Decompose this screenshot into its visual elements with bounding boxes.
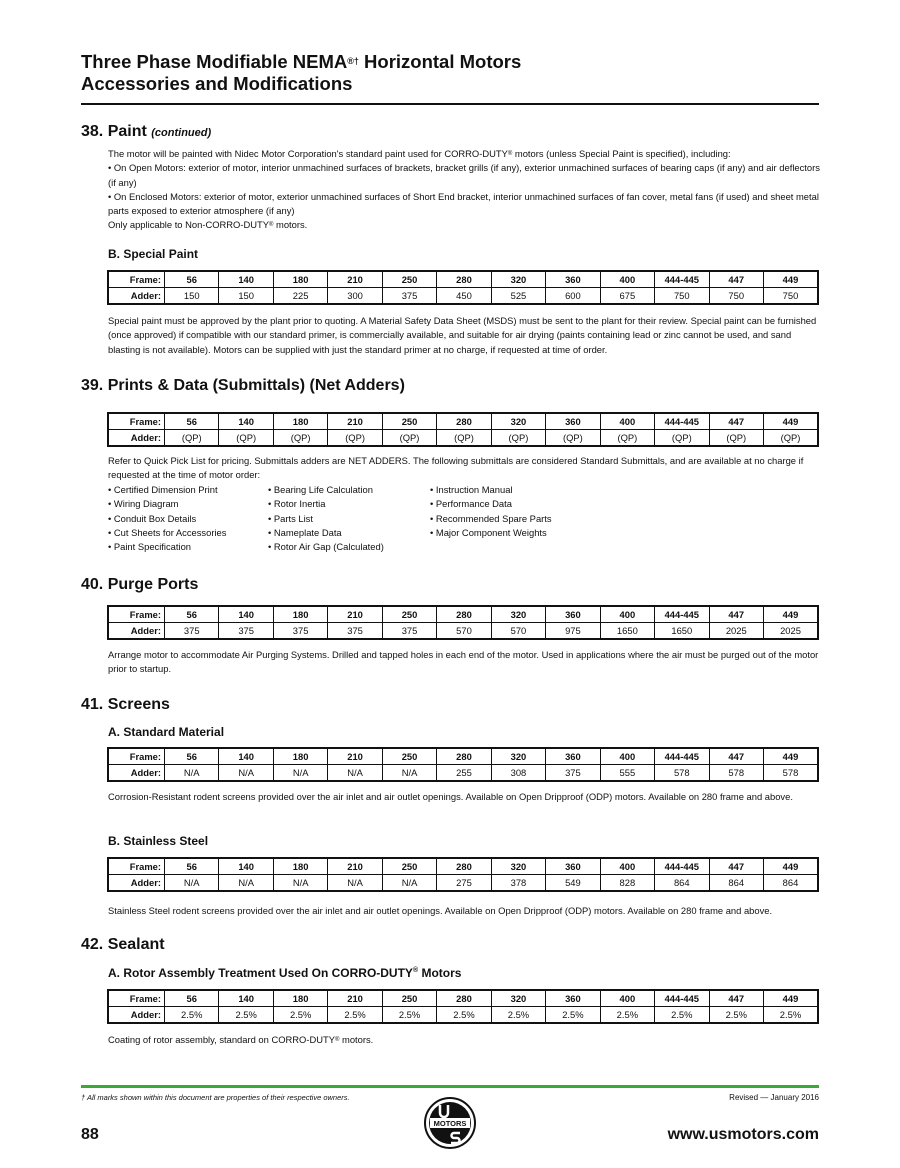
adder-cell: (QP) xyxy=(382,430,436,447)
adder-cell: 570 xyxy=(491,623,545,640)
adder-cell: (QP) xyxy=(763,430,818,447)
special-paint-table xyxy=(107,270,819,305)
frame-cell: 449 xyxy=(763,271,818,288)
frame-cell: 400 xyxy=(600,990,654,1007)
frame-cell: 444-445 xyxy=(655,413,709,430)
frame-label: Frame: xyxy=(108,858,165,875)
submittal-item: • Wiring Diagram xyxy=(108,498,179,510)
adder-cell: 864 xyxy=(763,875,818,892)
section-41-subtitle-b: B. Stainless Steel xyxy=(108,834,209,848)
adder-cell: 225 xyxy=(273,288,327,305)
frame-cell: 447 xyxy=(709,748,763,765)
section-41-title: 41. Screens xyxy=(81,696,170,713)
frame-cell: 320 xyxy=(491,413,545,430)
adder-cell: 308 xyxy=(491,765,545,782)
frame-cell: 447 xyxy=(709,990,763,1007)
adder-cell: 525 xyxy=(491,288,545,305)
submittal-item: • Conduit Box Details xyxy=(108,512,197,524)
frame-cell: 444-445 xyxy=(655,606,709,623)
adder-cell: 2025 xyxy=(763,623,818,640)
adder-label: Adder: xyxy=(108,875,165,892)
frame-cell: 320 xyxy=(491,748,545,765)
adder-cell: 975 xyxy=(546,623,600,640)
frame-cell: 180 xyxy=(273,748,327,765)
adder-cell: 675 xyxy=(600,288,654,305)
frame-cell: 449 xyxy=(763,413,818,430)
purge-ports-table xyxy=(107,605,819,640)
frame-cell: 250 xyxy=(382,413,436,430)
frame-cell: 280 xyxy=(437,858,491,875)
submittal-item: • Rotor Air Gap (Calculated) xyxy=(268,541,384,553)
frame-cell: 447 xyxy=(709,858,763,875)
adder-cell: 2.5% xyxy=(382,1007,436,1024)
section-41-subtitle-a: A. Standard Material xyxy=(108,725,225,739)
svg-text:MOTORS: MOTORS xyxy=(433,1119,467,1128)
frame-cell: 360 xyxy=(546,413,600,430)
section-38-description: The motor will be painted with Nidec Motor Corporation's standard paint used for CORRO-DUTY® motors (unless Special Paint is specified), including: • On Open Motors: exterior of motor, interior unmachined surfaces of brackets, bracket grills (if any), exterior unmachined surfaces of bearing caps (if any) and air deflectors (if any) • On Enclosed Motors: exterior of motor, exterior unmachined surfaces of Short End bracket, interior unmachined surfaces of fan cover, metal fans (if used) and sheet metal parts exposed to exterior atmosphere (if any) Only applicable to Non-CORRO-DUTY® motors. xyxy=(108,148,820,231)
adder-row xyxy=(108,288,818,305)
submittal-item: • Nameplate Data xyxy=(268,526,342,538)
frame-cell: 56 xyxy=(165,748,219,765)
submittal-item: • Major Component Weights xyxy=(430,526,547,538)
adder-cell: 450 xyxy=(437,288,491,305)
adder-row xyxy=(108,623,818,640)
adder-row xyxy=(108,875,818,892)
submittals-list-2 xyxy=(268,483,384,554)
adder-cell: N/A xyxy=(328,875,382,892)
adder-cell: N/A xyxy=(165,875,219,892)
adder-cell: 2025 xyxy=(709,623,763,640)
frame-cell: 400 xyxy=(600,271,654,288)
frame-cell: 210 xyxy=(328,858,382,875)
frame-cell: 210 xyxy=(328,990,382,1007)
adder-cell: (QP) xyxy=(546,430,600,447)
sealant-table xyxy=(107,989,819,1024)
frame-row xyxy=(108,858,818,875)
frame-label: Frame: xyxy=(108,990,165,1007)
adder-cell: N/A xyxy=(273,875,327,892)
standard-screens-table xyxy=(107,747,819,782)
adder-label: Adder: xyxy=(108,765,165,782)
frame-cell: 280 xyxy=(437,990,491,1007)
frame-cell: 360 xyxy=(546,271,600,288)
frame-cell: 250 xyxy=(382,858,436,875)
trademark-note: † All marks shown within this document are properties of their respective owners. xyxy=(81,1093,350,1102)
frame-label: Frame: xyxy=(108,606,165,623)
frame-cell: 210 xyxy=(328,271,382,288)
frame-cell: 360 xyxy=(546,858,600,875)
adder-cell: (QP) xyxy=(709,430,763,447)
adder-cell: (QP) xyxy=(491,430,545,447)
submittals-list-3 xyxy=(430,483,552,540)
adder-cell: 300 xyxy=(328,288,382,305)
frame-cell: 360 xyxy=(546,748,600,765)
submittal-item: • Recommended Spare Parts xyxy=(430,512,552,524)
adder-cell: 578 xyxy=(655,765,709,782)
adder-cell: 750 xyxy=(655,288,709,305)
adder-cell: 1650 xyxy=(600,623,654,640)
frame-cell: 180 xyxy=(273,606,327,623)
adder-cell: 2.5% xyxy=(709,1007,763,1024)
adder-label: Adder: xyxy=(108,430,165,447)
adder-cell: N/A xyxy=(219,875,273,892)
section-42-subtitle: A. Rotor Assembly Treatment Used On CORRO-DUTY® Motors xyxy=(108,966,462,980)
footer-rule xyxy=(81,1085,819,1088)
submittal-item: • Paint Specification xyxy=(108,541,192,553)
frame-cell: 360 xyxy=(546,606,600,623)
section-40-note: Arrange motor to accommodate Air Purging Systems. Drilled and tapped holes in each end of the motor. Used in applications where the air must be purged out of the motor prior to startup. xyxy=(108,649,819,675)
adder-cell: 2.5% xyxy=(655,1007,709,1024)
submittal-item: • Cut Sheets for Accessories xyxy=(108,526,227,538)
frame-cell: 210 xyxy=(328,606,382,623)
frame-cell: 140 xyxy=(219,858,273,875)
frame-cell: 140 xyxy=(219,748,273,765)
frame-label: Frame: xyxy=(108,748,165,765)
adder-cell: 864 xyxy=(709,875,763,892)
adder-cell: (QP) xyxy=(165,430,219,447)
section-38-title: 38. Paint (continued) xyxy=(81,123,212,140)
adder-cell: 375 xyxy=(273,623,327,640)
adder-label: Adder: xyxy=(108,288,165,305)
adder-cell: N/A xyxy=(165,765,219,782)
frame-cell: 180 xyxy=(273,271,327,288)
frame-row xyxy=(108,990,818,1007)
adder-cell: 578 xyxy=(763,765,818,782)
frame-cell: 56 xyxy=(165,271,219,288)
frame-cell: 140 xyxy=(219,271,273,288)
frame-cell: 280 xyxy=(437,748,491,765)
adder-cell: 600 xyxy=(546,288,600,305)
adder-cell: N/A xyxy=(219,765,273,782)
frame-cell: 400 xyxy=(600,748,654,765)
frame-cell: 444-445 xyxy=(655,271,709,288)
adder-cell: 2.5% xyxy=(546,1007,600,1024)
us-motors-logo xyxy=(423,1096,477,1150)
submittal-item: • Certified Dimension Print xyxy=(108,484,218,495)
adder-cell: 375 xyxy=(382,288,436,305)
frame-cell: 280 xyxy=(437,271,491,288)
frame-cell: 320 xyxy=(491,858,545,875)
adder-cell: 375 xyxy=(165,623,219,640)
adder-label: Adder: xyxy=(108,1007,165,1024)
submittal-item: • Bearing Life Calculation xyxy=(268,484,373,495)
adder-cell: 549 xyxy=(546,875,600,892)
frame-cell: 280 xyxy=(437,413,491,430)
section-39-note: Refer to Quick Pick List for pricing. Submittals adders are NET ADDERS. The following submittals are considered Standard Submittals, and are available at no charge if requested at the time of motor order: xyxy=(108,455,804,481)
frame-cell: 56 xyxy=(165,606,219,623)
frame-cell: 56 xyxy=(165,990,219,1007)
adder-cell: (QP) xyxy=(437,430,491,447)
adder-cell: 1650 xyxy=(655,623,709,640)
prints-data-table xyxy=(107,412,819,447)
adder-cell: 2.5% xyxy=(600,1007,654,1024)
frame-cell: 250 xyxy=(382,990,436,1007)
page-number: 88 xyxy=(81,1126,99,1143)
header-rule xyxy=(81,103,819,105)
frame-cell: 180 xyxy=(273,413,327,430)
stainless-screens-table xyxy=(107,857,819,892)
frame-cell: 250 xyxy=(382,748,436,765)
frame-cell: 250 xyxy=(382,606,436,623)
adder-cell: 2.5% xyxy=(763,1007,818,1024)
section-39-title: 39. Prints & Data (Submittals) (Net Adders) xyxy=(81,377,405,394)
adder-cell: 375 xyxy=(328,623,382,640)
section-42-note: Coating of rotor assembly, standard on CORRO-DUTY® motors. xyxy=(108,1034,374,1045)
adder-row xyxy=(108,765,818,782)
frame-cell: 444-445 xyxy=(655,858,709,875)
frame-cell: 140 xyxy=(219,990,273,1007)
adder-cell: 2.5% xyxy=(165,1007,219,1024)
frame-cell: 444-445 xyxy=(655,748,709,765)
frame-row xyxy=(108,413,818,430)
section-40-title: 40. Purge Ports xyxy=(81,576,199,593)
frame-cell: 400 xyxy=(600,606,654,623)
section-38-subtitle: B. Special Paint xyxy=(108,247,199,261)
section-41-note-a: Corrosion-Resistant rodent screens provided over the air inlet and air outlet openings. Available on Open Dripproof (ODP) motors. Available on 280 frame and above. xyxy=(108,791,793,802)
submittal-item: • Instruction Manual xyxy=(430,484,513,495)
adder-cell: 255 xyxy=(437,765,491,782)
adder-cell: 2.5% xyxy=(491,1007,545,1024)
adder-cell: N/A xyxy=(382,875,436,892)
adder-cell: 2.5% xyxy=(437,1007,491,1024)
frame-cell: 320 xyxy=(491,990,545,1007)
adder-cell: N/A xyxy=(273,765,327,782)
adder-cell: 555 xyxy=(600,765,654,782)
adder-cell: N/A xyxy=(328,765,382,782)
frame-cell: 447 xyxy=(709,271,763,288)
adder-cell: 2.5% xyxy=(219,1007,273,1024)
adder-cell: 275 xyxy=(437,875,491,892)
section-41-note-b: Stainless Steel rodent screens provided over the air inlet and air outlet openings. Available on Open Dripproof (ODP) motors. Available on 280 frame and above. xyxy=(108,905,773,916)
adder-cell: (QP) xyxy=(219,430,273,447)
frame-cell: 280 xyxy=(437,606,491,623)
adder-label: Adder: xyxy=(108,623,165,640)
frame-cell: 400 xyxy=(600,858,654,875)
submittal-item: • Rotor Inertia xyxy=(268,498,326,510)
adder-cell: 570 xyxy=(437,623,491,640)
adder-cell: 828 xyxy=(600,875,654,892)
frame-cell: 447 xyxy=(709,413,763,430)
adder-row xyxy=(108,430,818,447)
frame-cell: 449 xyxy=(763,858,818,875)
frame-row xyxy=(108,606,818,623)
frame-cell: 210 xyxy=(328,748,382,765)
adder-cell: 2.5% xyxy=(328,1007,382,1024)
frame-cell: 360 xyxy=(546,990,600,1007)
adder-cell: 750 xyxy=(709,288,763,305)
adder-cell: 375 xyxy=(546,765,600,782)
page-title: Three Phase Modifiable NEMA®† Horizontal Motors Accessories and Modifications xyxy=(81,51,522,94)
adder-cell: 750 xyxy=(763,288,818,305)
adder-row xyxy=(108,1007,818,1024)
frame-cell: 444-445 xyxy=(655,990,709,1007)
adder-cell: 150 xyxy=(219,288,273,305)
frame-cell: 449 xyxy=(763,990,818,1007)
frame-cell: 140 xyxy=(219,606,273,623)
frame-cell: 447 xyxy=(709,606,763,623)
submittals-list-1 xyxy=(108,483,226,554)
frame-label: Frame: xyxy=(108,271,165,288)
frame-cell: 449 xyxy=(763,606,818,623)
adder-cell: (QP) xyxy=(328,430,382,447)
adder-cell: 150 xyxy=(165,288,219,305)
adder-cell: N/A xyxy=(382,765,436,782)
frame-row xyxy=(108,748,818,765)
section-38-note: Special paint must be approved by the plant prior to quoting. A Material Safety Data Sheet (MSDS) must be sent to the plant for their review. Special paint can be furnished (once approved) if compatible with our standard primer, is commercially available, and suitable for air drying (paints containing lead or zinc cannot be used, and sand blasting is not available). Motors can be supplied with just the standard primer at no charge, if requested at time of order. xyxy=(108,315,817,355)
adder-cell: 375 xyxy=(382,623,436,640)
frame-cell: 180 xyxy=(273,990,327,1007)
submittal-item: • Parts List xyxy=(268,512,313,524)
frame-cell: 320 xyxy=(491,606,545,623)
frame-cell: 400 xyxy=(600,413,654,430)
adder-cell: 375 xyxy=(219,623,273,640)
adder-cell: 2.5% xyxy=(273,1007,327,1024)
submittal-item: • Performance Data xyxy=(430,498,512,510)
revision-date: Revised — January 2016 xyxy=(729,1093,819,1102)
frame-cell: 320 xyxy=(491,271,545,288)
adder-cell: 378 xyxy=(491,875,545,892)
frame-cell: 250 xyxy=(382,271,436,288)
frame-cell: 449 xyxy=(763,748,818,765)
frame-label: Frame: xyxy=(108,413,165,430)
frame-cell: 56 xyxy=(165,413,219,430)
frame-cell: 180 xyxy=(273,858,327,875)
adder-cell: (QP) xyxy=(655,430,709,447)
adder-cell: 864 xyxy=(655,875,709,892)
adder-cell: (QP) xyxy=(273,430,327,447)
adder-cell: 578 xyxy=(709,765,763,782)
section-42-title: 42. Sealant xyxy=(81,936,165,953)
website-url: www.usmotors.com xyxy=(667,1126,819,1143)
frame-cell: 140 xyxy=(219,413,273,430)
frame-cell: 210 xyxy=(328,413,382,430)
frame-row xyxy=(108,271,818,288)
frame-cell: 56 xyxy=(165,858,219,875)
adder-cell: (QP) xyxy=(600,430,654,447)
